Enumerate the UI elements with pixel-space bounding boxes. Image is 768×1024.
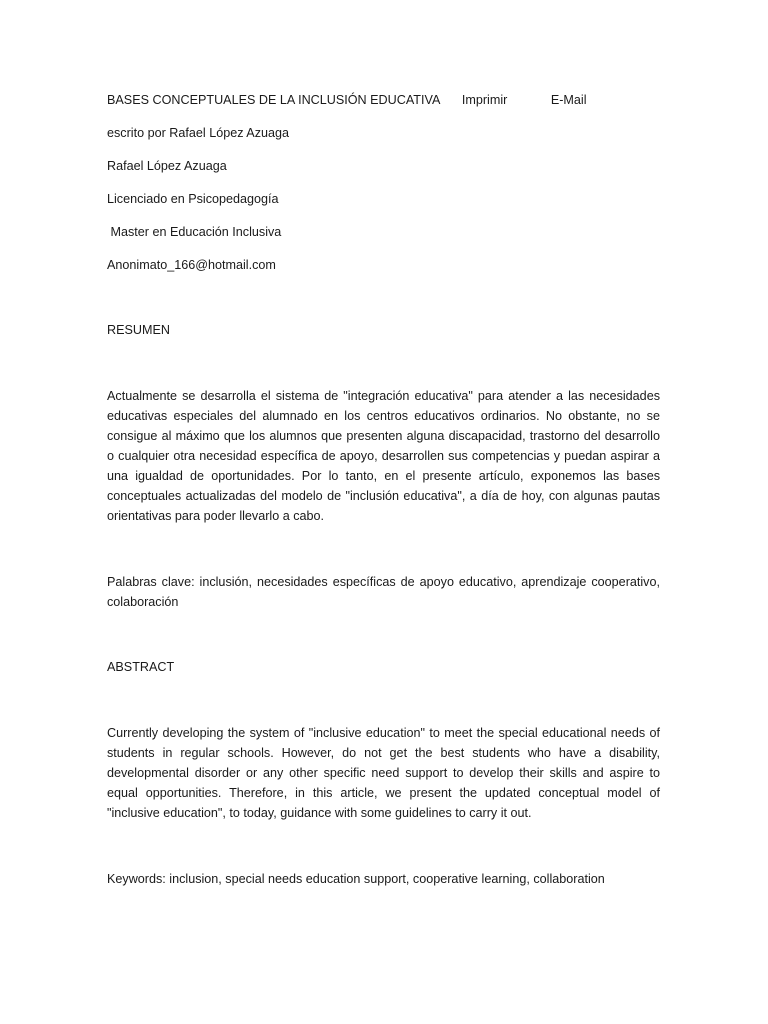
document-title: BASES CONCEPTUALES DE LA INCLUSIÓN EDUCATIVA <box>107 93 441 107</box>
abstract-keywords: Keywords: inclusion, special needs education support, cooperative learning, collaboration <box>107 872 605 886</box>
title-row <box>107 92 587 108</box>
author-byline: escrito por Rafael López Azuaga <box>107 126 290 140</box>
print-link[interactable]: Imprimir <box>461 93 508 107</box>
abstract-body: Currently developing the system of "inclusive education" to meet the special educational needs of students in regular schools. However, do not get the best students who have a disability, developmental disorder or any other specific need support to develop their skills and aspire to equal opportunities. Therefore, in this article, we present the updated conceptual model of "inclusive education", to today, guidance with some guidelines to carry it out. <box>107 726 660 820</box>
author-name: Rafael López Azuaga <box>107 159 227 173</box>
resumen-heading: RESUMEN <box>107 323 170 337</box>
resumen-body: Actualmente se desarrolla el sistema de "integración educativa" para atender a las necesidades educativas especiales del alumnado en los centros educativos ordinarios. No obstante, no se consigue al máximo que los alumnos que presenten alguna discapacidad, trastorno del desarrollo o cualquier otra necesidad específica de apoyo, desarrollen sus competencias y puedan aspirar a una igualdad de oportunidades. Por lo tanto, en el presente artículo, exponemos las bases conceptuales actualizadas del modelo de "inclusión educativa", a día de hoy, con algunas pautas orientativas para poder llevarlo a cabo. <box>107 389 660 523</box>
email-link[interactable]: E-Mail <box>550 93 587 107</box>
author-email: Anonimato_166@hotmail.com <box>107 258 276 272</box>
author-master: Master en Educación Inclusiva <box>107 225 282 239</box>
abstract-heading: ABSTRACT <box>107 660 175 674</box>
resumen-keywords: Palabras clave: inclusión, necesidades específicas de apoyo educativo, aprendizaje cooperativo, colaboración <box>107 575 660 609</box>
author-degree: Licenciado en Psicopedagogía <box>107 192 279 206</box>
